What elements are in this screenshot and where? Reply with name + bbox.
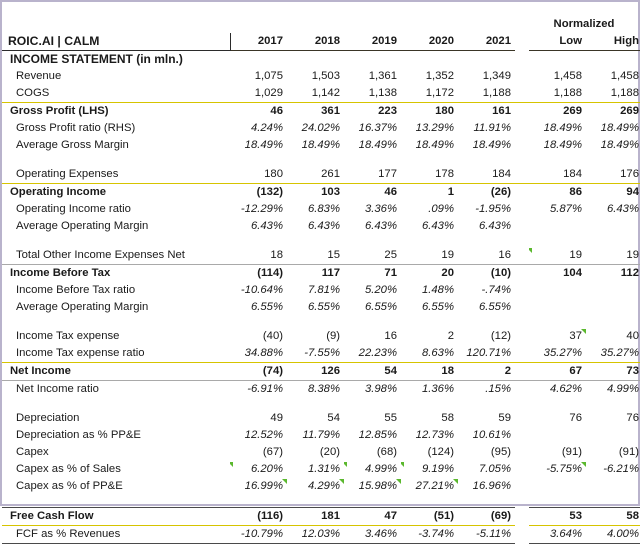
cell[interactable]: 5.20% (364, 284, 397, 296)
cell[interactable]: 6.55% (307, 301, 340, 313)
cell[interactable]: -.74% (481, 284, 511, 296)
cell[interactable]: 5.87% (549, 203, 582, 215)
cell[interactable]: 6.55% (478, 301, 511, 313)
cell[interactable]: 18 (401, 363, 458, 381)
table-row[interactable] (2, 247, 640, 265)
cell[interactable]: 16.96% (472, 480, 511, 492)
cell[interactable]: 54 (327, 412, 340, 424)
cell[interactable]: -7.55% (287, 345, 344, 363)
cell[interactable]: 58 (441, 412, 454, 424)
row-label: Capex as % of PP&E (16, 480, 123, 492)
cell[interactable]: (10) (490, 267, 511, 279)
table-row[interactable] (2, 507, 640, 525)
table-row[interactable] (2, 120, 640, 137)
cell[interactable]: 7.05% (478, 463, 511, 475)
cell[interactable]: 180 (230, 166, 287, 184)
spacer-row (2, 398, 640, 410)
cell[interactable]: 177 (344, 166, 401, 184)
row-label: Net Income (2, 363, 230, 381)
row-label: Capex (16, 446, 49, 458)
cell[interactable]: -5.75% (529, 461, 586, 478)
cell[interactable]: 46 (270, 105, 283, 117)
normalized-group-label: Normalized (553, 18, 615, 30)
cell[interactable]: 46 (384, 186, 397, 198)
cell[interactable]: (132) (256, 186, 283, 198)
cell[interactable] (586, 218, 640, 235)
cell[interactable]: 86 (569, 186, 582, 198)
cell[interactable]: 16.37% (358, 122, 397, 134)
cell[interactable]: 103 (321, 186, 340, 198)
cell[interactable]: 34.88% (230, 345, 287, 363)
income-statement-table (2, 2, 640, 544)
top-spacer-row (2, 2, 640, 16)
cell[interactable]: 67 (529, 363, 586, 381)
cell[interactable]: 11.91% (473, 122, 511, 134)
cell[interactable]: 20 (441, 267, 454, 279)
cell[interactable] (586, 299, 640, 316)
row-label: Gross Profit ratio (RHS) (16, 122, 136, 134)
col-header-2021[interactable]: 2021 (458, 33, 515, 51)
cell[interactable]: 35.27% (586, 345, 640, 363)
cell[interactable]: 49 (270, 412, 283, 424)
row-label: Income Before Tax (10, 267, 111, 279)
cell[interactable]: -1.95% (475, 203, 511, 215)
table-row[interactable] (2, 299, 640, 316)
cell[interactable]: 269 (563, 105, 582, 117)
cell[interactable]: 35.27% (529, 345, 586, 363)
cell[interactable] (586, 282, 640, 299)
cell[interactable]: 22.23% (344, 345, 401, 363)
row-label: Depreciation as % PP&E (16, 429, 141, 441)
cell[interactable]: 261 (287, 166, 344, 184)
col-header-normalized-high[interactable]: High (586, 33, 640, 51)
cell[interactable]: 1,075 (254, 70, 283, 82)
cell[interactable]: 15 (287, 247, 344, 265)
cell[interactable]: 18.49% (543, 139, 582, 151)
cell[interactable]: 47 (344, 507, 401, 525)
cell[interactable]: 181 (287, 507, 344, 525)
cell[interactable]: 6.43% (606, 203, 639, 215)
cell[interactable]: 1,458 (610, 70, 639, 82)
cell[interactable]: 3.46% (344, 525, 401, 543)
cell[interactable]: 12.73% (415, 429, 454, 441)
cell[interactable]: 19 (529, 247, 586, 265)
cell[interactable]: 19 (401, 247, 458, 265)
cell[interactable]: 6.43% (364, 220, 397, 232)
row-label: Operating Income (10, 186, 107, 198)
row-label: Free Cash Flow (2, 507, 230, 525)
cell[interactable] (586, 478, 640, 495)
cell[interactable]: 71 (384, 267, 397, 279)
section-title: INCOME STATEMENT (in mln.) (10, 52, 183, 66)
cell[interactable]: 1,352 (425, 70, 454, 82)
cell[interactable]: 6.43% (307, 220, 340, 232)
cell[interactable]: 1,361 (368, 70, 397, 82)
cell[interactable]: (124) (427, 446, 454, 458)
table-row[interactable] (2, 282, 640, 299)
cell[interactable]: -12.29% (240, 203, 283, 215)
cell[interactable]: 73 (586, 363, 640, 381)
cell[interactable]: (51) (401, 507, 458, 525)
cell[interactable]: 7.81% (307, 284, 340, 296)
cell[interactable]: 53 (529, 507, 586, 525)
row-label: Gross Profit (LHS) (10, 105, 109, 117)
cell[interactable]: 37 (529, 328, 586, 345)
cell[interactable]: (116) (230, 507, 287, 525)
cell[interactable]: 4.62% (549, 383, 582, 395)
cell[interactable]: -5.11% (458, 525, 515, 543)
row-label: Depreciation (16, 412, 80, 424)
cell[interactable]: (114) (257, 267, 283, 279)
cell[interactable]: 12.85% (358, 429, 397, 441)
cell[interactable]: 16.99% (230, 478, 287, 495)
cell[interactable]: (69) (458, 507, 515, 525)
spacer-row (2, 495, 640, 507)
cell[interactable]: 1.36% (421, 383, 454, 395)
table-row[interactable] (2, 184, 640, 202)
cell[interactable]: 161 (492, 105, 511, 117)
cell[interactable]: 1,458 (553, 70, 582, 82)
cell[interactable]: 120.71% (458, 345, 515, 363)
cell[interactable]: 4.99% (606, 383, 639, 395)
spacer-row (2, 235, 640, 247)
cell[interactable]: 1.48% (421, 284, 454, 296)
cell[interactable]: 6.83% (307, 203, 340, 215)
row-label: Capex as % of Sales (16, 463, 121, 475)
cell[interactable]: 18.49% (244, 139, 283, 151)
row-income-statement-title (2, 51, 640, 69)
cell[interactable]: 6.55% (364, 301, 397, 313)
cell[interactable]: .09% (428, 203, 454, 215)
row-label: Average Operating Margin (16, 220, 149, 232)
cell[interactable]: -3.74% (401, 525, 458, 543)
cell[interactable]: 8.63% (401, 345, 458, 363)
cell[interactable]: 1,138 (344, 85, 401, 103)
cell[interactable]: 3.98% (364, 383, 397, 395)
cell[interactable]: 12.52% (244, 429, 283, 441)
cell[interactable]: 269 (620, 105, 639, 117)
cell[interactable]: -10.64% (240, 284, 283, 296)
cell[interactable]: 1,188 (529, 85, 586, 103)
cell[interactable]: 1.31% (307, 463, 340, 475)
cell[interactable]: 3.36% (364, 203, 397, 215)
cell[interactable]: 6.43% (250, 220, 283, 232)
cell[interactable]: 4.00% (586, 525, 640, 543)
row-label: Operating Income ratio (16, 203, 131, 215)
cell[interactable]: 18.49% (472, 139, 511, 151)
cell[interactable]: 1,188 (586, 85, 640, 103)
table-row[interactable] (2, 85, 640, 103)
cell[interactable]: 18 (230, 247, 287, 265)
row-label: FCF as % Revenues (2, 525, 230, 543)
cell[interactable]: (95) (490, 446, 511, 458)
col-header-2019[interactable]: 2019 (344, 33, 401, 51)
cell[interactable]: 1,188 (458, 85, 515, 103)
cell[interactable]: 18.49% (600, 139, 639, 151)
cell[interactable]: 6.43% (421, 220, 454, 232)
cell[interactable]: 24.02% (301, 122, 340, 134)
col-header-2017[interactable]: 2017 (230, 33, 287, 51)
cell[interactable]: 54 (344, 363, 401, 381)
cell[interactable]: 1 (447, 186, 454, 198)
cell[interactable] (586, 427, 640, 444)
table-row[interactable] (2, 201, 640, 218)
cell[interactable]: -10.79% (230, 525, 287, 543)
cell[interactable]: (91) (618, 446, 639, 458)
cell[interactable]: (26) (490, 186, 511, 198)
spacer-row (2, 316, 640, 328)
cell[interactable]: 361 (321, 105, 340, 117)
cell[interactable]: 112 (620, 267, 639, 279)
cell[interactable]: 6.55% (421, 301, 454, 313)
row-label: Operating Expenses (2, 166, 230, 184)
normalized-group-header-row (2, 16, 640, 33)
cell[interactable] (529, 282, 586, 299)
cell[interactable]: (12) (490, 330, 511, 342)
cell[interactable]: (67) (262, 446, 283, 458)
table-row[interactable] (2, 444, 640, 461)
table-row[interactable] (2, 381, 640, 399)
spacer-row (2, 154, 640, 166)
table-row[interactable] (2, 218, 640, 235)
table-row[interactable] (2, 410, 640, 427)
cell[interactable]: 15.98% (344, 478, 401, 495)
cell[interactable]: 76 (626, 412, 639, 424)
cell[interactable]: 184 (458, 166, 515, 184)
table-row[interactable] (2, 137, 640, 154)
col-header-2018[interactable]: 2018 (287, 33, 344, 51)
col-header-normalized-low[interactable]: Low (529, 33, 586, 51)
cell[interactable]: 9.19% (401, 461, 458, 478)
cell[interactable]: 1,503 (311, 70, 340, 82)
row-label: Income Tax expense (16, 330, 120, 342)
cell[interactable]: 184 (529, 166, 586, 184)
cell[interactable]: 104 (563, 267, 582, 279)
cell[interactable]: 59 (498, 412, 511, 424)
cell[interactable]: 18.49% (543, 122, 582, 134)
cell[interactable]: 223 (378, 105, 397, 117)
table-row[interactable] (2, 68, 640, 85)
cell[interactable]: 12.03% (287, 525, 344, 543)
cell[interactable]: (91) (561, 446, 582, 458)
cell[interactable]: 94 (626, 186, 639, 198)
cell[interactable]: 18.49% (358, 139, 397, 151)
cell[interactable] (529, 218, 586, 235)
cell[interactable]: 16 (384, 330, 397, 342)
table-row[interactable] (2, 103, 640, 121)
cell[interactable]: 27.21% (401, 478, 458, 495)
cell[interactable]: 117 (321, 267, 340, 279)
cell[interactable]: (68) (376, 446, 397, 458)
cell[interactable]: 178 (401, 166, 458, 184)
table-row[interactable] (2, 328, 640, 345)
cell[interactable]: 180 (435, 105, 454, 117)
cell[interactable]: 13.29% (415, 122, 454, 134)
row-label: Average Gross Margin (16, 139, 129, 151)
cell[interactable]: 1,142 (287, 85, 344, 103)
cell[interactable]: 18.49% (415, 139, 454, 151)
cell[interactable]: .15% (485, 383, 511, 395)
cell[interactable]: 1,349 (482, 70, 511, 82)
cell[interactable] (529, 299, 586, 316)
cell[interactable]: 176 (586, 166, 640, 184)
row-label: Total Other Income Expenses Net (2, 247, 230, 265)
col-header-2020[interactable]: 2020 (401, 33, 458, 51)
cell[interactable]: 3.64% (529, 525, 586, 543)
cell[interactable]: 10.61% (472, 429, 511, 441)
cell[interactable]: 6.20% (230, 461, 287, 478)
cell[interactable]: 4.29% (287, 478, 344, 495)
row-label: Revenue (16, 70, 62, 82)
cell[interactable]: 4.24% (250, 122, 283, 134)
table-row[interactable] (2, 345, 640, 363)
cell[interactable]: (74) (230, 363, 287, 381)
cell[interactable]: 18.49% (600, 122, 639, 134)
cell[interactable]: 76 (569, 412, 582, 424)
cell[interactable] (529, 427, 586, 444)
cell[interactable]: 1,029 (230, 85, 287, 103)
brand-title: ROIC.AI | CALM (2, 33, 230, 51)
cell[interactable]: 4.99% (344, 461, 401, 478)
cell[interactable]: 1,172 (401, 85, 458, 103)
table-row[interactable] (2, 525, 640, 543)
table-row[interactable] (2, 363, 640, 381)
row-label: Net Income ratio (16, 383, 99, 395)
table-row[interactable] (2, 427, 640, 444)
cell[interactable]: 58 (586, 507, 640, 525)
cell[interactable]: 126 (287, 363, 344, 381)
cell[interactable]: 6.43% (478, 220, 511, 232)
table-row[interactable] (2, 461, 640, 478)
cell[interactable] (529, 478, 586, 495)
table-row[interactable] (2, 478, 640, 495)
cell[interactable]: (9) (326, 330, 340, 342)
cell[interactable]: -6.91% (247, 383, 283, 395)
row-label: Income Before Tax ratio (16, 284, 136, 296)
row-label: COGS (2, 85, 230, 103)
row-label: Income Tax expense ratio (2, 345, 230, 363)
column-header-row (2, 33, 640, 51)
cell[interactable]: 11.79% (302, 429, 340, 441)
cell[interactable]: 8.38% (307, 383, 340, 395)
cell[interactable]: 19 (586, 247, 640, 265)
cell[interactable]: (40) (262, 330, 283, 342)
cell[interactable]: 18.49% (301, 139, 340, 151)
cell[interactable]: 2 (447, 330, 454, 342)
cell[interactable]: 16 (458, 247, 515, 265)
row-label: Average Operating Margin (16, 301, 149, 313)
cell[interactable]: 6.55% (250, 301, 283, 313)
cell[interactable]: (20) (319, 446, 340, 458)
table-row[interactable] (2, 166, 640, 184)
table-row[interactable] (2, 265, 640, 283)
cell[interactable]: -6.21% (603, 463, 639, 475)
cell[interactable]: 2 (458, 363, 515, 381)
cell[interactable]: 25 (344, 247, 401, 265)
cell[interactable]: 40 (626, 330, 639, 342)
cell[interactable]: 55 (384, 412, 397, 424)
